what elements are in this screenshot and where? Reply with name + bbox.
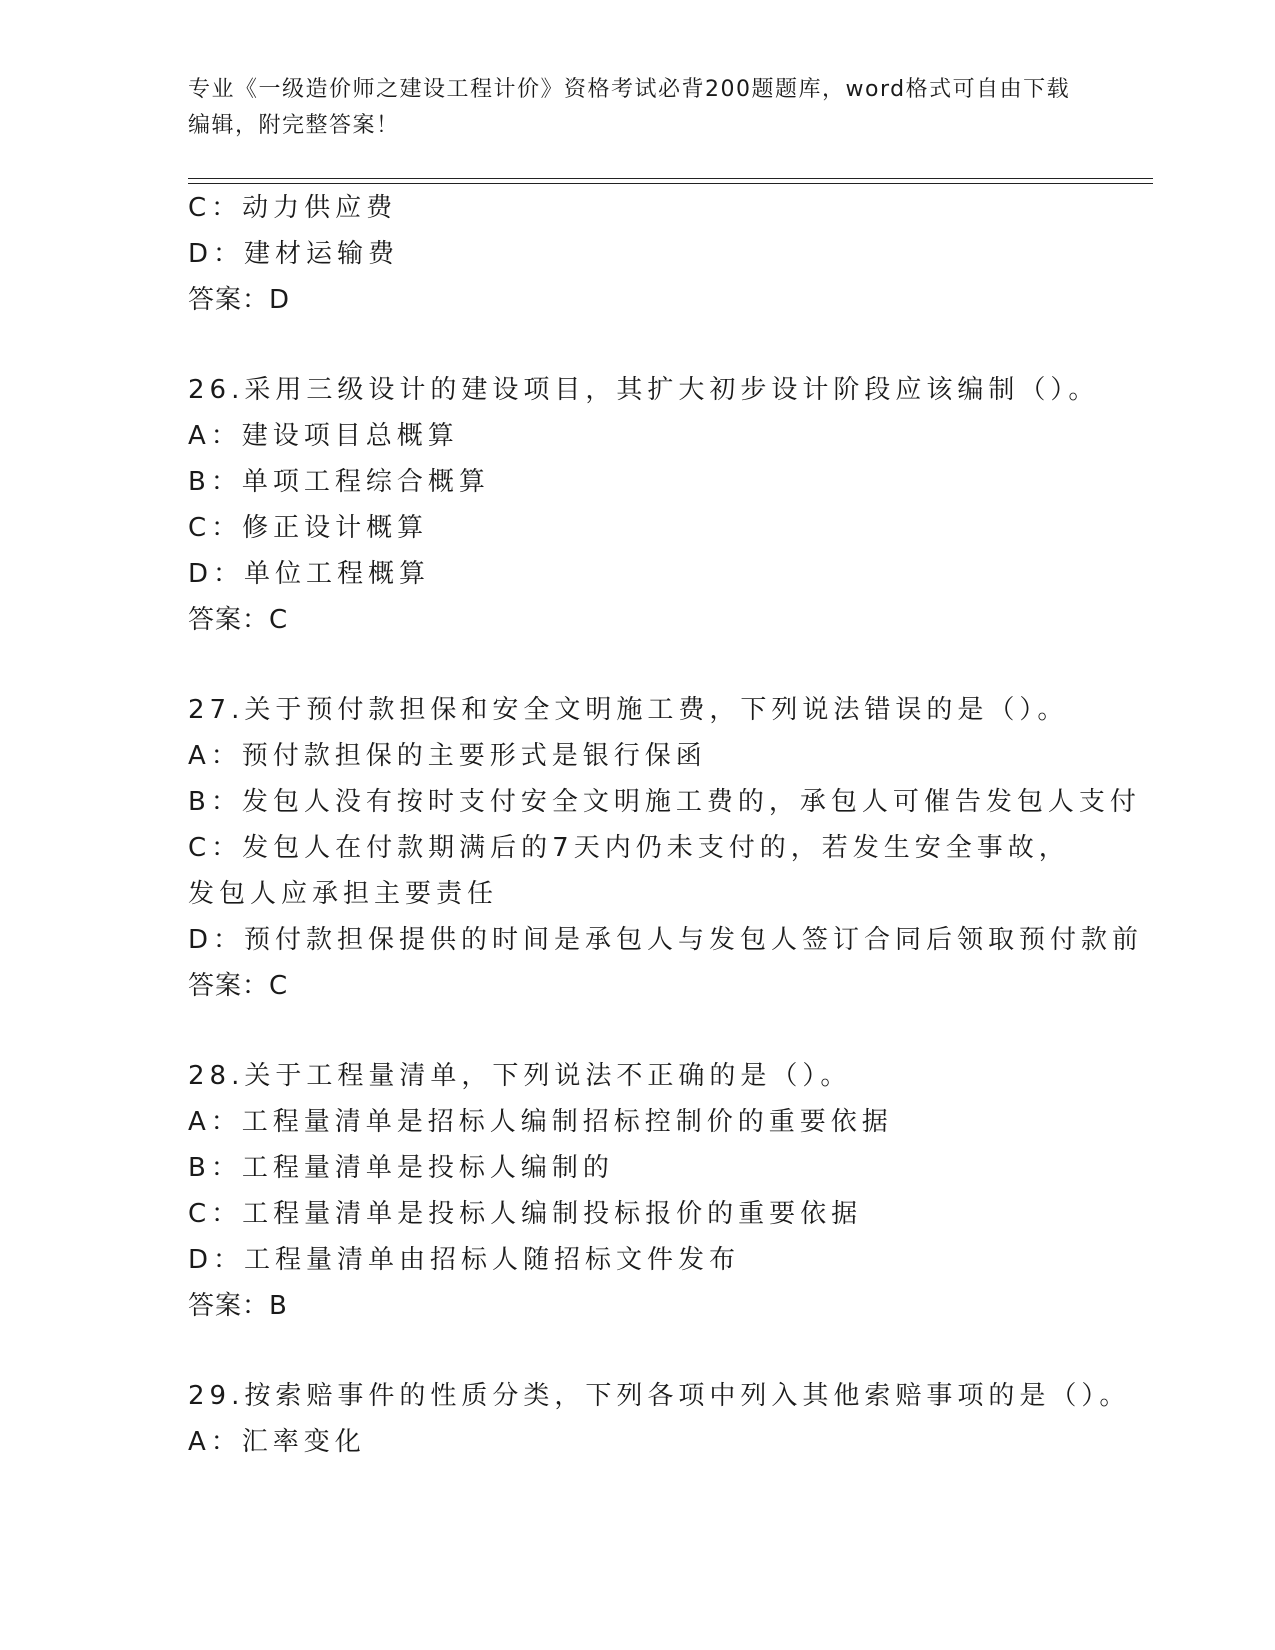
document-header: 专业《一级造价师之建设工程计价》资格考试必背200题题库，word格式可自由下载编辑，附完整答案！: [188, 77, 1071, 138]
question-stem: 27.关于预付款担保和安全文明施工费，下列说法错误的是（）。: [188, 695, 1069, 725]
option-b: B：发包人没有按时支付安全文明施工费的，承包人可催告发包人支付: [188, 787, 1141, 817]
option-a: A：建设项目总概算: [188, 421, 459, 451]
option-d: D：单位工程概算: [188, 559, 431, 589]
header-divider-bottom: [188, 183, 1153, 184]
option-c: C：发包人在付款期满后的7天内仍未支付的，若发生安全事故，发包人应承担主要责任: [188, 833, 1070, 909]
document-body: [188, 185, 1144, 1465]
question-27: [188, 687, 1144, 1009]
answer: 答案：C: [188, 605, 289, 635]
option-c: C：工程量清单是投标人编制投标报价的重要依据: [188, 1199, 863, 1229]
question-28: [188, 1053, 1088, 1329]
previous-question-continuation: [188, 185, 1088, 323]
question-26: [188, 367, 1100, 643]
option-a: A：预付款担保的主要形式是银行保函: [188, 741, 707, 771]
option-d: D：预付款担保提供的时间是承包人与发包人签订合同后领取预付款前: [188, 925, 1144, 955]
option-b: B：单项工程综合概算: [188, 467, 490, 497]
question-stem: 26.采用三级设计的建设项目，其扩大初步设计阶段应该编制（）。: [188, 375, 1100, 405]
answer: 答案：B: [188, 1291, 288, 1321]
option-b: B：工程量清单是投标人编制的: [188, 1153, 614, 1183]
option-d: D：建材运输费: [188, 239, 400, 269]
option-a: A：工程量清单是招标人编制招标控制价的重要依据: [188, 1107, 893, 1137]
option-c: C：修正设计概算: [188, 513, 429, 543]
question-29: [188, 1373, 1131, 1465]
answer: 答案：C: [188, 971, 289, 1001]
option-d: D：工程量清单由招标人随招标文件发布: [188, 1245, 741, 1275]
option-a: A：汇率变化: [188, 1427, 366, 1457]
question-stem: 28.关于工程量清单，下列说法不正确的是（）。: [188, 1061, 852, 1091]
question-stem: 29.按索赔事件的性质分类，下列各项中列入其他索赔事项的是（）。: [188, 1381, 1131, 1411]
answer: 答案：D: [188, 285, 291, 315]
option-c: C：动力供应费: [188, 193, 398, 223]
header-divider-top: [188, 178, 1153, 179]
